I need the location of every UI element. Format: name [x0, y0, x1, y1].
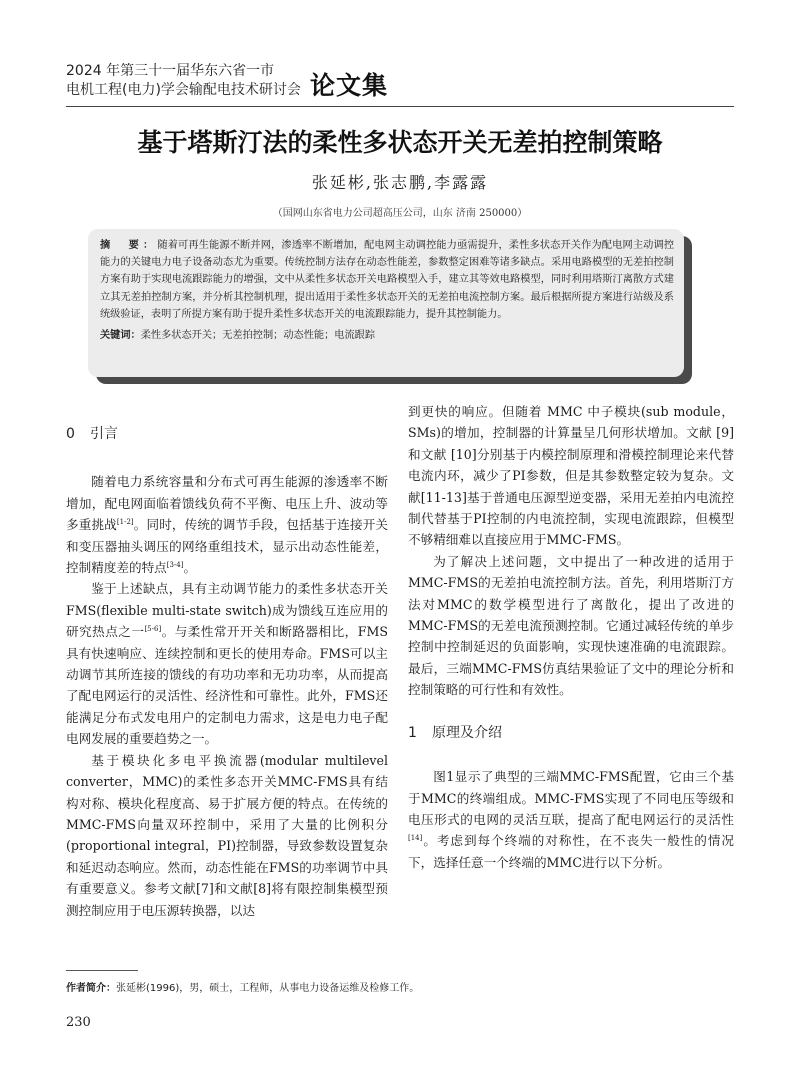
paper-authors: 张延彬,张志鹏,李露露: [311, 173, 489, 192]
citation: [5-6]: [144, 625, 162, 634]
abstract-box: [88, 229, 684, 377]
paragraph: 到更快的响应。但随着 MMC 中子模块(sub module，SMs)的增加，控制器的计算量呈几何形状增加。文献 [9] 和文献 [10]分别基于内模控制原理和滑模控制理论来代替电流内环，减少了PI参数，但是其参数整定较为复杂。文献[11-13]基于普通电压源型逆变器，采用无差拍内电流控制代替基于PI控制的内电流控制，实现电流跟踪，但模型不够精细难以直接应用于MMC-FMS。: [408, 404, 734, 548]
author-footnote: [66, 979, 419, 994]
abstract-text: 随着可再生能源不断并网，渗透率不断增加，配电网主动调控能力亟需提升，柔性多状态开关作为配电网主动调控能力的关键电力电子设备动态尤为重要。传统控制方法存在动态性能差，参数整定困难等诸多缺点。采用电路模型的无差拍控制方案有助于实现电流跟踪能力的增强，文中从柔性多状态开关电路模型入手，建立其等效电路模型，同时利用塔斯汀离散方式建立其无差拍控制方案，并分析其控制机理，提出适用于柔性多状态开关的无差拍电流控制方案。最后根据所提方案进行站级及系统级验证，表明了所提方案有助于提升柔性多状态开关的电流跟踪能力，提升其控制能力。: [100, 240, 675, 320]
right-column: [408, 401, 734, 873]
citation: [14]: [408, 834, 423, 843]
paragraph: 图1显示了典型的三端MMC-FMS配置，它由三个基于MMC的终端组成。MMC-FMS实现了不同电压等级和电压形式的电网的灵活互联，提高了配电网运行的灵活性[14]。考虑到每个终端的对称性，在不丧失一般性的情况下，选择任意一个终端的MMC进行以下分析。: [408, 769, 734, 870]
paragraph: 为了解决上述问题，文中提出了一种改进的适用于MMC-FMS的无差拍电流控制方法。首先，利用塔斯汀方法对MMC的数学模型进行了离散化，提出了改进的MMC-FMS的无差电流预测控制。它通过减轻传统的单步控制中控制延迟的负面影响，实现快速准确的电流跟踪。最后，三端MMC-FMS仿真结果验证了文中的理论分析和控制策略的可行性和有效性。: [408, 553, 734, 698]
section-number: 0: [66, 426, 75, 442]
citation: [1-2]: [116, 518, 134, 527]
collection-label: 论文集: [310, 71, 389, 100]
paper-affiliation: （国网山东省电力公司超高压公司，山东 济南 250000）: [272, 208, 528, 219]
keywords-label: 关键词：: [100, 330, 141, 342]
section-title: 引言: [90, 426, 118, 442]
footnote-rule: [66, 970, 138, 971]
running-header: [66, 62, 736, 104]
paragraph: 基于模块化多电平换流器(modular multilevel converter，MMC)的柔性多态开关MMC-FMS具有结构对称、模块化程度高、易于扩展方便的特点。在传统的MMC-FMS向量双环控制中，采用了大量的比例积分(proportional integral，PI)控制器，导致参数设置复杂和延迟动态响应。然而，动态性能在FMS的功率调节中具有重要意义。参考文献[7]和文献[8]将有限控制集模型预测控制应用于电压源转换器，以达: [66, 752, 388, 918]
section-number: 1: [408, 724, 417, 741]
paragraph: 鉴于上述缺点，具有主动调节能力的柔性多状态开关 FMS(flexible multi-state switch)成为馈线互连应用的研究热点之一[5-6]。与柔性常开开关和断路器相比，FMS具有快速响应、连续控制和更长的使用寿命。FMS可以主动调节其所连接的馈线的有功功率和无功功率，从而提高了配电网运行的灵活性、经济性和可靠性。此外，FMS还能满足分布式发电用户的定制电力需求，这是电力电子配电网发展的重要趋势之一。: [66, 581, 388, 747]
page-number: 230: [66, 1015, 91, 1030]
section-title: 原理及介绍: [432, 724, 502, 741]
paper-title: 基于塔斯汀法的柔性多状态开关无差拍控制策略: [137, 128, 663, 157]
conference-name-line1: 2024 年第三十一届华东六省一市: [66, 63, 275, 79]
left-column: [66, 424, 388, 921]
conference-name-line2: 电机工程(电力)学会输配电技术研讨会: [66, 82, 301, 98]
footnote-text: 张延彬(1996)，男，硕士，工程师，从事电力设备运维及检修工作。: [116, 983, 420, 994]
paragraph: 随着电力系统容量和分布式可再生能源的渗透率不断增加，配电网面临着馈线负荷不平衡、电压上升、波动等多重挑战[1-2]。同时，传统的调节手段，包括基于连接开关和变压器抽头调压的网络重组技术，显示出动态性能差，控制精度差的特点[3-4]。: [66, 474, 389, 576]
keywords: [100, 327, 674, 344]
abstract-label: 摘 要：: [100, 240, 158, 251]
citation: [3-4]: [166, 560, 184, 569]
abstract: [100, 237, 674, 323]
header-rule: [66, 106, 734, 107]
section-heading-introduction: [66, 424, 388, 445]
conference-name: [66, 62, 301, 100]
footnote-label: 作者简介：: [66, 983, 116, 994]
keywords-text: 柔性多状态开关；无差拍控制；动态性能；电流跟踪: [140, 330, 376, 342]
section-heading-principle: [408, 723, 734, 744]
